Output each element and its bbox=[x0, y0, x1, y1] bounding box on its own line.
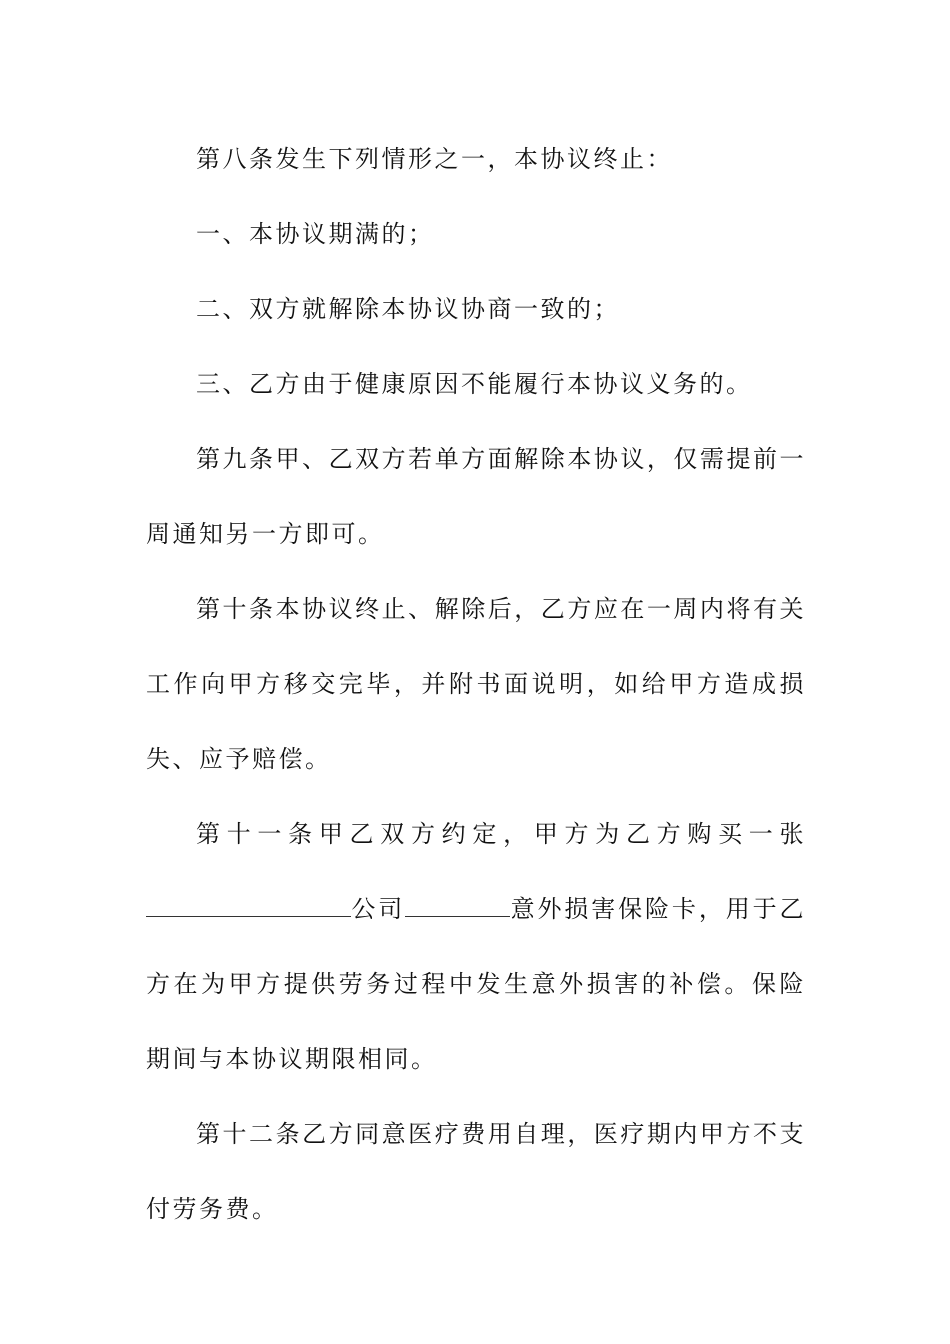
article-11-text-3: 意外损害保险卡，用于乙方在为甲方提供劳务过程中发生意外损害的补偿。保险期间与本协议期限相同。 bbox=[146, 895, 807, 1073]
article-10-paragraph: 第十条本协议终止、解除后，乙方应在一周内将有关工作向甲方移交完毕，并附书面说明，如给甲方造成损失、应予赔偿。 bbox=[146, 595, 806, 773]
document-body bbox=[146, 122, 806, 1247]
article-9-paragraph: 第九条甲、乙双方若单方面解除本协议，仅需提前一周通知另一方即可。 bbox=[146, 445, 806, 548]
article-11-paragraph bbox=[146, 797, 806, 1097]
article-12-paragraph: 第十二条乙方同意医疗费用自理，医疗期内甲方不支付劳务费。 bbox=[146, 1120, 806, 1223]
insurance-type-blank bbox=[146, 894, 271, 917]
insurance-name-blank bbox=[405, 894, 510, 917]
article-11-text-2: 公司 bbox=[351, 895, 406, 923]
article-11-text-1: 第十一条甲乙双方约定，甲方为乙方购买一张 bbox=[196, 820, 806, 848]
insurer-name-blank bbox=[271, 894, 351, 917]
article-8-paragraph: 第八条发生下列情形之一，本协议终止： bbox=[196, 145, 673, 173]
termination-item-3: 三、乙方由于健康原因不能履行本协议义务的。 bbox=[196, 370, 753, 398]
termination-item-1: 一、本协议期满的； bbox=[196, 220, 435, 248]
termination-item-2: 二、双方就解除本协议协商一致的； bbox=[196, 295, 620, 323]
